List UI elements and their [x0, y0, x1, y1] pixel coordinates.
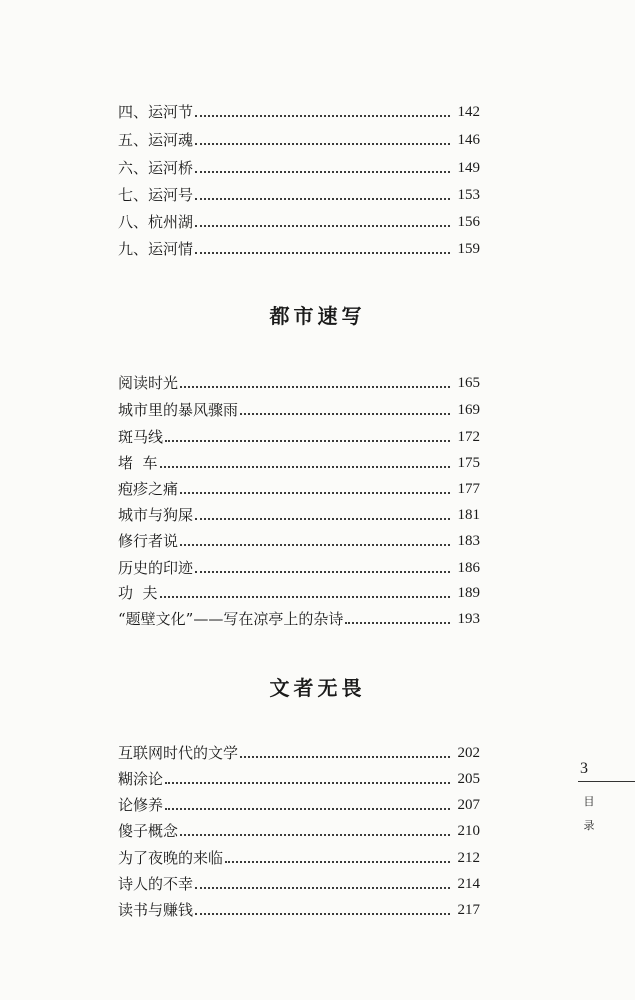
toc-entry: [118, 897, 480, 921]
toc-entry: [118, 818, 480, 842]
toc-entry: [118, 370, 480, 394]
toc-entry: [118, 528, 480, 552]
toc-entry-page: 165: [457, 375, 480, 391]
toc-entry: [118, 502, 480, 526]
dot-leader: [240, 413, 450, 415]
toc-entry: [118, 397, 480, 421]
toc-entry: [118, 792, 480, 816]
toc-entry-title: 堵 车: [118, 454, 158, 472]
toc-entry-page: 202: [457, 745, 480, 761]
toc-entry-page: 186: [457, 560, 480, 576]
running-head: [582, 790, 596, 838]
dot-leader: [240, 756, 450, 758]
toc-entry-page: 159: [457, 241, 480, 257]
section-title: 都市速写: [269, 304, 366, 328]
dot-leader: [195, 225, 450, 227]
dot-leader: [195, 571, 450, 573]
toc-entry: [118, 99, 480, 123]
toc-entry-title: 修行者说: [118, 532, 179, 550]
toc-entry-title: 为了夜晚的来临: [118, 849, 224, 867]
toc-entry-page: 177: [457, 481, 480, 497]
toc-entry-page: 181: [457, 507, 480, 523]
toc-entry: [118, 155, 480, 179]
toc-entry-page: 146: [457, 132, 480, 148]
dot-leader: [195, 913, 450, 915]
dot-leader: [180, 544, 450, 546]
dot-leader: [165, 808, 450, 810]
toc-entry-title: 斑马线: [118, 428, 164, 446]
dot-leader: [195, 518, 450, 520]
section-title: 文者无畏: [269, 676, 366, 700]
toc-entry-title: “题壁文化”——写在凉亭上的杂诗: [118, 610, 344, 628]
toc-entry: [118, 236, 480, 260]
toc-entry-page: 212: [457, 850, 480, 866]
toc-entry-title: 五、运河魂: [118, 131, 194, 149]
toc-entry-title: 功 夫: [118, 584, 158, 602]
toc-entry: [118, 182, 480, 206]
dot-leader: [180, 834, 450, 836]
toc-entry: [118, 209, 480, 233]
dot-leader: [165, 440, 450, 442]
toc-entry: [118, 450, 480, 474]
toc-entry: [118, 845, 480, 869]
toc-entry-title: 互联网时代的文学: [118, 744, 239, 762]
dot-leader: [165, 782, 450, 784]
dot-leader: [195, 887, 450, 889]
toc-entry: [118, 424, 480, 448]
toc-entry-page: 153: [457, 187, 480, 203]
toc-entry-page: 156: [457, 214, 480, 230]
running-head-char: 目: [583, 795, 595, 808]
margin-rule: [578, 781, 635, 782]
toc-entry-page: 207: [457, 797, 480, 813]
dot-leader: [180, 386, 450, 388]
dot-leader: [345, 622, 450, 624]
dot-leader: [195, 252, 450, 254]
toc-entry: [118, 740, 480, 764]
toc-entry-page: 189: [457, 585, 480, 601]
toc-entry: [118, 476, 480, 500]
toc-entry-page: 183: [457, 533, 480, 549]
dot-leader: [195, 115, 450, 117]
toc-entry-page: 172: [457, 429, 480, 445]
toc-entry-title: 傻子概念: [118, 822, 179, 840]
dot-leader: [225, 861, 450, 863]
toc-entry-title: 阅读时光: [118, 374, 179, 392]
toc-entry-page: 217: [457, 902, 480, 918]
toc-entry-title: 四、运河节: [118, 103, 194, 121]
toc-entry-page: 149: [457, 160, 480, 176]
toc-entry: [118, 580, 480, 604]
toc-entry-title: 论修养: [118, 796, 164, 814]
toc-entry: [118, 555, 480, 579]
toc-entry-page: 142: [457, 104, 480, 120]
toc-entry-page: 210: [457, 823, 480, 839]
running-head-char: 录: [583, 819, 595, 832]
toc-entry-page: 205: [457, 771, 480, 787]
toc-entry: [118, 871, 480, 895]
page-number: 3: [580, 760, 588, 777]
dot-leader: [180, 492, 450, 494]
toc-entry-title: 七、运河号: [118, 186, 194, 204]
dot-leader: [160, 466, 450, 468]
toc-entry: [118, 606, 480, 630]
toc-entry-page: 193: [457, 611, 480, 627]
toc-entry-title: 八、杭州湖: [118, 213, 194, 231]
dot-leader: [195, 171, 450, 173]
toc-entry-title: 城市里的暴风骤雨: [118, 401, 239, 419]
toc-entry-title: 糊涂论: [118, 770, 164, 788]
toc-entry-page: 169: [457, 402, 480, 418]
toc-entry-title: 诗人的不幸: [118, 875, 194, 893]
toc-entry-title: 九、运河情: [118, 240, 194, 258]
dot-leader: [160, 596, 450, 598]
toc-entry-title: 城市与狗屎: [118, 506, 194, 524]
toc-entry-title: 疱疹之痛: [118, 480, 179, 498]
dot-leader: [195, 143, 450, 145]
toc-entry: [118, 766, 480, 790]
toc-entry-title: 六、运河桥: [118, 159, 194, 177]
toc-entry-title: 读书与赚钱: [118, 901, 194, 919]
toc-entry-page: 214: [457, 876, 480, 892]
dot-leader: [195, 198, 450, 200]
toc-entry-page: 175: [457, 455, 480, 471]
toc-entry-title: 历史的印迹: [118, 559, 194, 577]
toc-entry: [118, 127, 480, 151]
